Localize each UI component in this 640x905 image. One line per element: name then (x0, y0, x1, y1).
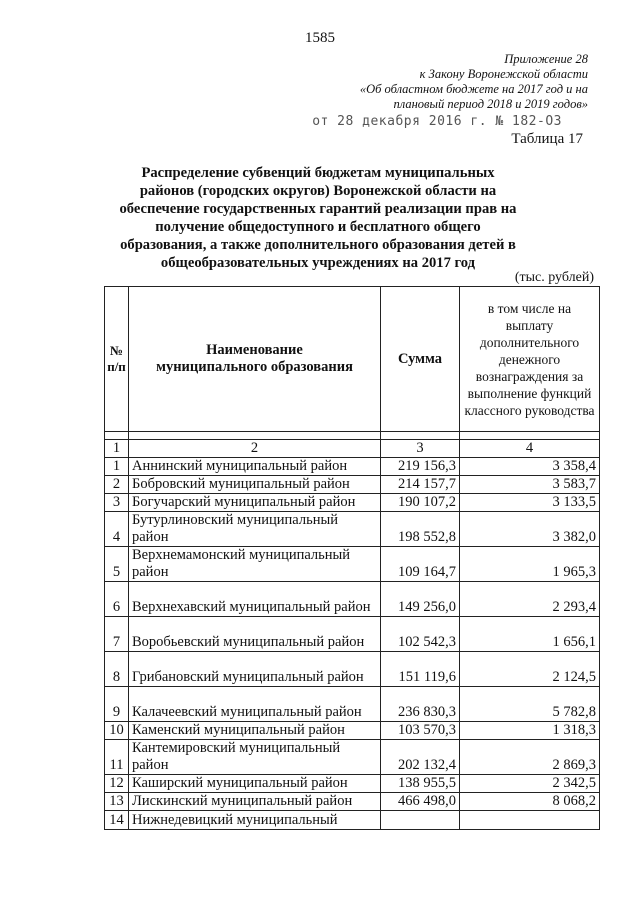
row-number: 5 (105, 547, 129, 582)
district-name: Богучарский муниципальный район (129, 494, 381, 512)
including-value: 3 358,4 (460, 458, 600, 476)
sum-value: 149 256,0 (381, 582, 460, 617)
including-value: 1 318,3 (460, 722, 600, 740)
including-value: 2 124,5 (460, 652, 600, 687)
including-value: 1 656,1 (460, 617, 600, 652)
row-number: 8 (105, 652, 129, 687)
row-number: 1 (105, 458, 129, 476)
column-number: 2 (129, 440, 381, 458)
appendix-line: Приложение 28 (504, 52, 588, 66)
table-row (105, 494, 600, 512)
row-number: 9 (105, 687, 129, 722)
table-row (105, 740, 600, 775)
header-name: Наименование муниципального образования (129, 287, 381, 432)
appendix-note (360, 52, 588, 112)
row-number: 12 (105, 775, 129, 793)
sum-value: 214 157,7 (381, 476, 460, 494)
header-including: в том числе на выплату дополнительного денежного вознаграждения за выполнение функций классного руководства (460, 287, 600, 432)
district-name: Кантемировский муниципальный район (129, 740, 381, 775)
including-value: 3 583,7 (460, 476, 600, 494)
district-name: Бобровский муниципальный район (129, 476, 381, 494)
appendix-line: «Об областном бюджете на 2017 год и на (359, 82, 588, 96)
table-row (105, 617, 600, 652)
table-row (105, 652, 600, 687)
sum-value (381, 811, 460, 830)
table-row (105, 793, 600, 811)
row-number: 7 (105, 617, 129, 652)
header-sum: Сумма (381, 287, 460, 432)
sum-value: 202 132,4 (381, 740, 460, 775)
units-note: (тыс. рублей) (514, 270, 594, 285)
sum-value: 138 955,5 (381, 775, 460, 793)
including-value: 1 965,3 (460, 547, 600, 582)
header-spacer (105, 432, 600, 440)
table-label: Таблица 17 (511, 131, 583, 147)
including-value (460, 811, 600, 830)
page-number: 1585 (305, 30, 335, 46)
table-row (105, 458, 600, 476)
row-number: 4 (105, 512, 129, 547)
table-row (105, 687, 600, 722)
row-number: 6 (105, 582, 129, 617)
subventions-table (104, 286, 600, 830)
district-name: Аннинский муниципальный район (129, 458, 381, 476)
district-name: Лискинский муниципальный район (129, 793, 381, 811)
row-number: 2 (105, 476, 129, 494)
row-number: 14 (105, 811, 129, 830)
sum-value: 102 542,3 (381, 617, 460, 652)
row-number: 10 (105, 722, 129, 740)
table-row (105, 775, 600, 793)
row-number: 3 (105, 494, 129, 512)
table-row (105, 512, 600, 547)
district-name: Калачеевский муниципальный район (129, 687, 381, 722)
column-number-row (105, 440, 600, 458)
appendix-line: плановый период 2018 и 2019 годов» (393, 97, 588, 111)
sum-value: 151 119,6 (381, 652, 460, 687)
appendix-line: к Закону Воронежской области (419, 67, 588, 81)
table-row (105, 811, 600, 830)
including-value: 2 869,3 (460, 740, 600, 775)
header-num: № п/п (105, 287, 129, 432)
district-name: Грибановский муниципальный район (129, 652, 381, 687)
column-number: 3 (381, 440, 460, 458)
including-value: 2 342,5 (460, 775, 600, 793)
header-row (105, 287, 600, 432)
district-name: Каширский муниципальный район (129, 775, 381, 793)
sum-value: 198 552,8 (381, 512, 460, 547)
sum-value: 219 156,3 (381, 458, 460, 476)
document-title: Распределение субвенций бюджетам муниципальных районов (городских округов) Воронежской области на обеспечение государственных гарантий реализации прав на получение общедоступного и бесплатного общего образования, а также дополнительного образования детей в общеобразовательных учреждениях на 2017 год (119, 165, 517, 271)
district-name: Верхнехавский муниципальный район (129, 582, 381, 617)
district-name: Каменский муниципальный район (129, 722, 381, 740)
including-value: 5 782,8 (460, 687, 600, 722)
column-number: 4 (460, 440, 600, 458)
table-row (105, 476, 600, 494)
including-value: 3 133,5 (460, 494, 600, 512)
sum-value: 236 830,3 (381, 687, 460, 722)
sum-value: 466 498,0 (381, 793, 460, 811)
table-row (105, 547, 600, 582)
district-name: Нижнедевицкий муниципальный (129, 811, 381, 830)
sum-value: 103 570,3 (381, 722, 460, 740)
row-number: 11 (105, 740, 129, 775)
column-number: 1 (105, 440, 129, 458)
table-row (105, 722, 600, 740)
district-name: Бутурлиновский муниципальный район (129, 512, 381, 547)
table-row (105, 582, 600, 617)
district-name: Воробьевский муниципальный район (129, 617, 381, 652)
sum-value: 190 107,2 (381, 494, 460, 512)
sum-value: 109 164,7 (381, 547, 460, 582)
including-value: 2 293,4 (460, 582, 600, 617)
including-value: 3 382,0 (460, 512, 600, 547)
row-number: 13 (105, 793, 129, 811)
table-body (105, 458, 600, 830)
district-name: Верхнемамонский муниципальный район (129, 547, 381, 582)
law-date-stamp: от 28 декабря 2016 г. № 182-ОЗ (312, 114, 562, 129)
including-value: 8 068,2 (460, 793, 600, 811)
